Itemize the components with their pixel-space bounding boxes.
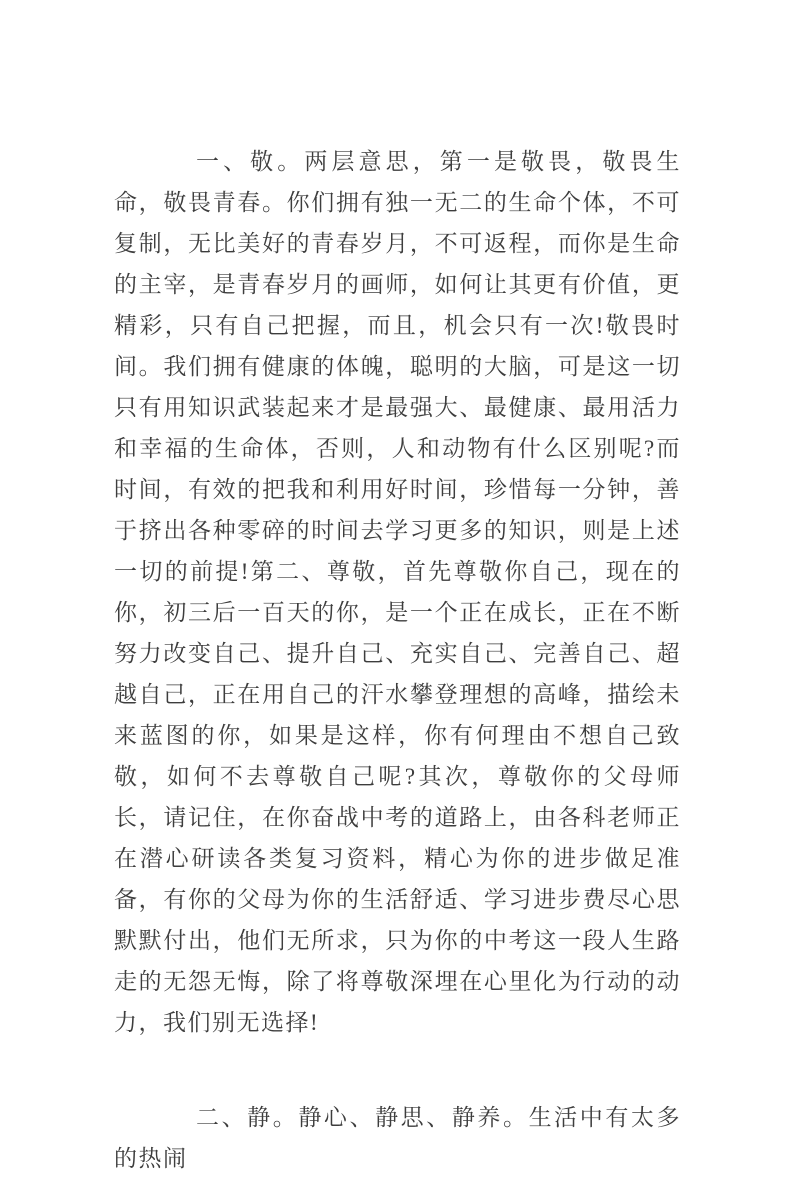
paragraph-respect: 一、敬。两层意思，第一是敬畏，敬畏生命，敬畏青春。你们拥有独一无二的生命个体，不可复制，无比美好的青春岁月，不可返程，而你是生命的主宰，是青春岁月的画师，如何让其更有价值，更精彩，只有自己把握，而且，机会只有一次!敬畏时间。我们拥有健康的体魄，聪明的大脑，可是这一切只有用知识武装起来才是最强大、最健康、最用活力和幸福的生命体，否则，人和动物有什么区别呢?而时间，有效的把我和利用好时间，珍惜每一分钟，善于挤出各种零碎的时间去学习更多的知识，则是上述一切的前提!第二、尊敬，首先尊敬你自己，现在的你，初三后一百天的你，是一个正在成长，正在不断努力改变自己、提升自己、充实自己、完善自己、超越自己，正在用自己的汗水攀登理想的高峰，描绘未来蓝图的你，如果是这样，你有何理由不想自己致敬，如何不去尊敬自己呢?其次，尊敬你的父母师长，请记住，在你奋战中考的道路上，由各科老师正在潜心研读各类复习资料，精心为你的进步做足准备，有你的父母为你的生活舒适、学习进步费尽心思默默付出，他们无所求，只为你的中考这一段人生路走的无怨无悔，除了将尊敬深埋在心里化为行动的动力，我们别无选择! [114,149,681,1035]
paragraph-quiet: 二、静。静心、静思、静养。生活中有太多的热闹 [114,1105,681,1171]
